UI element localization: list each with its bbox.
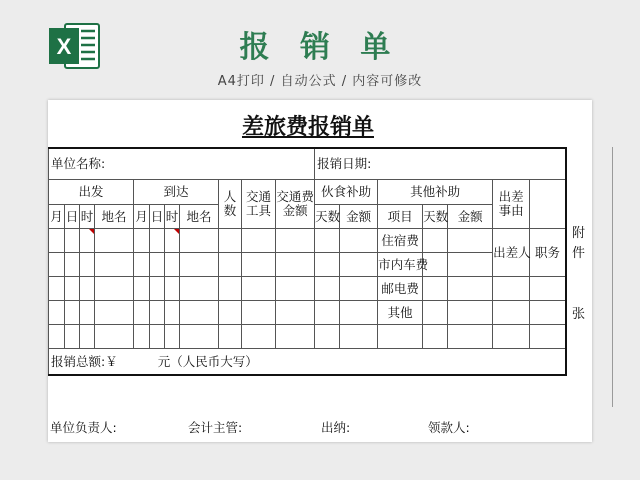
- input-cell[interactable]: [134, 277, 150, 301]
- input-cell[interactable]: [315, 325, 340, 349]
- input-cell[interactable]: [165, 229, 180, 253]
- other-item-postal: 邮电费: [378, 277, 423, 301]
- other-item-local-transport: 市内车费: [378, 253, 423, 277]
- input-cell[interactable]: [276, 277, 315, 301]
- input-cell[interactable]: [49, 301, 65, 325]
- sheet-title: 差旅费报销单: [241, 115, 374, 140]
- other-item-other: 其他: [378, 301, 423, 325]
- input-cell[interactable]: [276, 229, 315, 253]
- input-cell[interactable]: [49, 229, 65, 253]
- input-cell[interactable]: [315, 229, 340, 253]
- input-cell[interactable]: [80, 253, 95, 277]
- input-cell[interactable]: [276, 253, 315, 277]
- input-cell[interactable]: [80, 325, 95, 349]
- input-cell[interactable]: [180, 229, 219, 253]
- input-cell[interactable]: [448, 229, 493, 253]
- input-cell[interactable]: [180, 253, 219, 277]
- trip-reason-header: 出差事由: [493, 180, 530, 229]
- banner-subtitle: A4打印 / 自动公式 / 内容可修改: [217, 74, 423, 89]
- banner-title: 报 销 单: [239, 30, 401, 65]
- input-cell[interactable]: [180, 277, 219, 301]
- input-cell[interactable]: [448, 277, 493, 301]
- input-cell[interactable]: [530, 325, 566, 349]
- depart-header: 出发: [49, 180, 134, 205]
- table-row: [49, 325, 566, 349]
- attachment-label-2: 件: [572, 246, 586, 261]
- input-cell[interactable]: [219, 253, 242, 277]
- input-cell[interactable]: [150, 301, 165, 325]
- expense-form-table: [48, 147, 567, 376]
- input-cell[interactable]: [378, 325, 423, 349]
- input-cell[interactable]: [242, 301, 276, 325]
- input-cell[interactable]: [95, 229, 134, 253]
- input-cell[interactable]: [95, 253, 134, 277]
- input-cell[interactable]: [95, 277, 134, 301]
- input-cell[interactable]: [219, 325, 242, 349]
- input-cell[interactable]: [530, 301, 566, 325]
- input-cell[interactable]: [242, 277, 276, 301]
- input-cell[interactable]: [448, 253, 493, 277]
- input-cell[interactable]: [448, 325, 493, 349]
- meal-amount-header: 金额: [340, 205, 378, 229]
- input-cell[interactable]: [423, 229, 448, 253]
- input-cell[interactable]: [80, 277, 95, 301]
- arrive-header: 到达: [134, 180, 219, 205]
- arrive-hour-header: 时: [165, 205, 180, 229]
- attachment-border: [612, 147, 613, 407]
- depart-hour-header: 时: [80, 205, 95, 229]
- depart-place-header: 地名: [95, 205, 134, 229]
- input-cell[interactable]: [80, 229, 95, 253]
- input-cell[interactable]: [242, 253, 276, 277]
- total-cell[interactable]: [49, 349, 566, 376]
- other-item-header: 项目: [378, 205, 423, 229]
- input-cell[interactable]: [219, 277, 242, 301]
- input-cell[interactable]: [165, 301, 180, 325]
- input-cell[interactable]: [95, 325, 134, 349]
- input-cell[interactable]: [150, 325, 165, 349]
- other-days-header: 天数: [423, 205, 448, 229]
- transport-tool-header: 交通工具: [242, 180, 276, 229]
- input-cell[interactable]: [65, 277, 80, 301]
- input-cell[interactable]: [219, 301, 242, 325]
- table-row: [49, 277, 566, 301]
- arrive-place-header: 地名: [180, 205, 219, 229]
- input-cell[interactable]: [134, 301, 150, 325]
- input-cell[interactable]: [315, 253, 340, 277]
- other-amount-header: 金额: [448, 205, 493, 229]
- input-cell[interactable]: [219, 229, 242, 253]
- input-cell[interactable]: [315, 301, 340, 325]
- blank-header-cell: [530, 180, 566, 229]
- input-cell[interactable]: [423, 277, 448, 301]
- attachment-label-3: 张: [572, 307, 586, 322]
- input-cell[interactable]: [340, 325, 378, 349]
- unit-name-label: 单位名称:: [51, 156, 106, 171]
- input-cell[interactable]: [165, 325, 180, 349]
- input-cell[interactable]: [315, 277, 340, 301]
- other-allowance-header: 其他补助: [378, 180, 493, 205]
- meal-allowance-header: 伙食补助: [315, 180, 378, 205]
- table-row: [49, 301, 566, 325]
- input-cell[interactable]: [65, 253, 80, 277]
- meal-days-header: 天数: [315, 205, 340, 229]
- input-cell[interactable]: [80, 301, 95, 325]
- people-header: 人数: [219, 180, 242, 229]
- expense-sheet: [48, 100, 592, 442]
- input-cell[interactable]: [95, 301, 134, 325]
- receiver-label: 领款人:: [428, 420, 470, 435]
- input-cell[interactable]: [49, 253, 65, 277]
- input-cell[interactable]: [423, 325, 448, 349]
- table-row: [49, 229, 566, 253]
- position-label: 职务: [530, 229, 566, 277]
- input-cell[interactable]: [340, 277, 378, 301]
- arrive-day-header: 日: [150, 205, 165, 229]
- header-info-row: [49, 148, 566, 180]
- input-cell[interactable]: [423, 301, 448, 325]
- report-date-cell[interactable]: [315, 148, 566, 180]
- traveler-label: 出差人: [493, 229, 530, 277]
- total-label: 报销总额:￥: [51, 353, 118, 369]
- header-row-1: [49, 180, 566, 205]
- cashier-label: 出纳:: [321, 420, 351, 435]
- input-cell[interactable]: [65, 325, 80, 349]
- input-cell[interactable]: [65, 301, 80, 325]
- input-cell[interactable]: [134, 229, 150, 253]
- table-row: [49, 253, 566, 277]
- input-cell[interactable]: [150, 277, 165, 301]
- attachment-label-1: 附: [572, 226, 586, 241]
- unit-name-cell[interactable]: [49, 148, 315, 180]
- input-cell[interactable]: [49, 277, 65, 301]
- input-cell[interactable]: [493, 301, 530, 325]
- svg-text:X: X: [56, 34, 72, 59]
- other-item-lodging: 住宿费: [378, 229, 423, 253]
- input-cell[interactable]: [165, 253, 180, 277]
- input-cell[interactable]: [242, 325, 276, 349]
- input-cell[interactable]: [180, 325, 219, 349]
- input-cell[interactable]: [150, 253, 165, 277]
- input-cell[interactable]: [448, 301, 493, 325]
- unit-head-label: 单位负责人:: [50, 420, 117, 435]
- input-cell[interactable]: [134, 325, 150, 349]
- total-row: [49, 349, 566, 376]
- total-unit-label: 元（人民币大写）: [157, 353, 258, 369]
- input-cell[interactable]: [340, 229, 378, 253]
- input-cell[interactable]: [134, 253, 150, 277]
- input-cell[interactable]: [493, 277, 530, 301]
- input-cell[interactable]: [49, 325, 65, 349]
- transport-fee-header: 交通费金额: [276, 180, 315, 229]
- arrive-month-header: 月: [134, 205, 150, 229]
- input-cell[interactable]: [150, 229, 165, 253]
- input-cell[interactable]: [165, 277, 180, 301]
- signature-row: [48, 416, 568, 436]
- depart-day-header: 日: [65, 205, 80, 229]
- input-cell[interactable]: [276, 325, 315, 349]
- input-cell[interactable]: [180, 301, 219, 325]
- accountant-label: 会计主管:: [188, 420, 243, 435]
- input-cell[interactable]: [242, 229, 276, 253]
- report-date-label: 报销日期:: [317, 156, 372, 171]
- input-cell[interactable]: [276, 301, 315, 325]
- input-cell[interactable]: [493, 325, 530, 349]
- input-cell[interactable]: [530, 277, 566, 301]
- input-cell[interactable]: [65, 229, 80, 253]
- depart-month-header: 月: [49, 205, 65, 229]
- input-cell[interactable]: [340, 253, 378, 277]
- input-cell[interactable]: [340, 301, 378, 325]
